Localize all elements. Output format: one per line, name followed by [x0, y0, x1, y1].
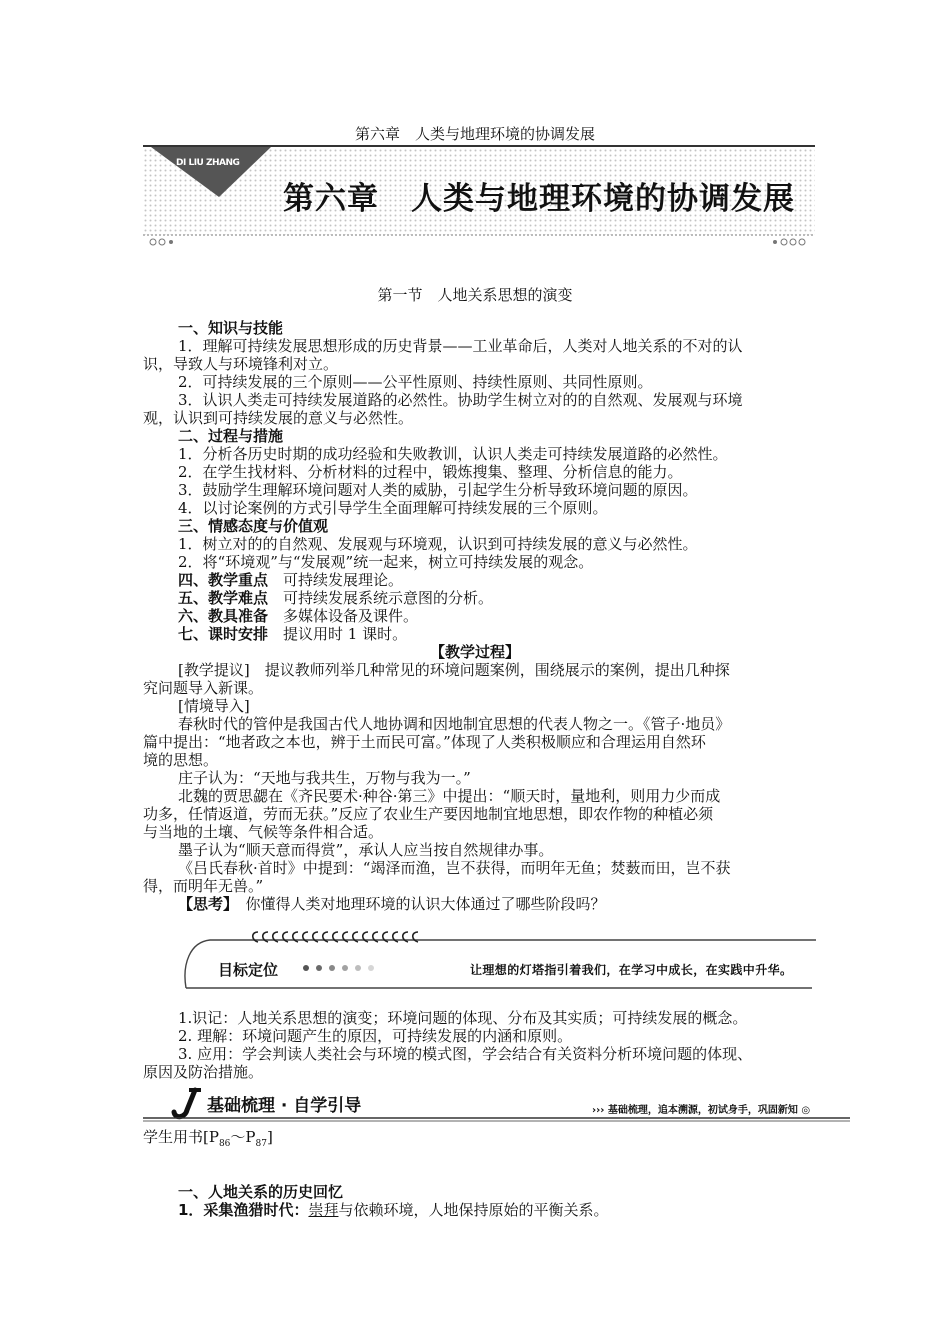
emotion-item-1: 1．树立对的的自然观、发展观与环境观，认识到可持续发展的意义与必然性。 [178, 535, 698, 553]
quote-jiasixie: 北魏的贾思勰在《齐民要术·种谷·第三》中提出：“顺天时，量地利，则用力少而成 [178, 787, 721, 805]
knowledge-item-1: 1．理解可持续发展思想形成的历史背景——工业革命后，人类对人地关系的不对的认 [178, 337, 743, 355]
quote-guanzi-cont-1: 篇中提出：“地者政之本也，辨于土而民可富。”体现了人类积极顺应和合理运用自然环 [143, 733, 706, 751]
key-points-row [178, 571, 403, 590]
quote-guanzi: 春秋时代的管仲是我国古代人地协调和因地制宜思想的代表人物之一。《管子·地员》 [178, 715, 731, 733]
think-label: 【思考】 [178, 895, 231, 913]
heading-emotion: 三、情感态度与价值观 [178, 517, 329, 535]
goal-slogan: 让理想的灯塔指引着我们，在学习中成长，在实践中升华。 [470, 963, 793, 977]
difficulty-row [178, 589, 493, 608]
suggestion-label: [教学提议] [178, 661, 250, 679]
knowledge-item-3: 3．认识人类走可持续发展道路的必然性。协助学生树立对的的自然观、发展观与环境 [178, 391, 743, 409]
ref-page-end: 87 [255, 1139, 267, 1149]
process-title: 【教学过程】 [429, 643, 520, 661]
knowledge-item-1-cont: 识，导致人与环境锋利对立。 [143, 355, 339, 373]
suggestion-row [178, 661, 730, 680]
quote-guanzi-cont-2: 境的思想。 [143, 751, 219, 769]
quote-jiasixie-cont-2: 与当地的土壤、气候等条件相合适。 [143, 823, 384, 841]
section-title: 第一节 人地关系思想的演变 [377, 286, 573, 304]
heading-knowledge: 一、知识与技能 [178, 319, 284, 337]
emotion-item-2: 2．将“环境观”与“发展观”统一起来，树立可持续发展的观念。 [178, 553, 594, 571]
heading-schedule: 七、课时安排 [178, 625, 269, 643]
basics-title: 基础梳理 · 自学引导 [207, 1096, 362, 1116]
intro-label: [情境导入] [178, 697, 250, 715]
blank-answer: 崇拜 [308, 1201, 339, 1219]
history-item-1-text: 与依赖环境，人地保持原始的平衡关系。 [338, 1201, 609, 1219]
knowledge-item-3-cont: 观，认识到可持续发展的意义与必然性。 [143, 409, 414, 427]
ref-mid: ～P [230, 1128, 256, 1146]
process-item-2: 2．在学生找材料、分析材料的过程中，锻炼搜集、整理、分析信息的能力。 [178, 463, 683, 481]
basics-subtitle: ››› 基础梳理，追本溯源，初试身手，巩固新知 ◎ [592, 1105, 811, 1116]
schedule-value: 提议用时 1 课时。 [283, 625, 408, 643]
history-item-1-label: 1．采集渔猎时代： [178, 1201, 309, 1219]
think-row [178, 895, 606, 914]
process-item-1: 1．分析各历史时期的成功经验和失败教训，认识人类走可持续发展道路的必然性。 [178, 445, 728, 463]
schedule-row [178, 625, 407, 644]
goal-item-3-cont: 原因及防治措施。 [143, 1063, 264, 1081]
difficulty-value: 可持续发展系统示意图的分析。 [283, 589, 494, 607]
process-item-4: 4．以讨论案例的方式引导学生全面理解可持续发展的三个原则。 [178, 499, 608, 517]
knowledge-item-2: 2．可持续发展的三个原则——公平性原则、持续性原则、共同性原则。 [178, 373, 653, 391]
ref-page-start: 86 [218, 1139, 231, 1149]
tools-row [178, 607, 418, 626]
quote-jiasixie-cont-1: 功多，任情返道，劳而无获。”反应了农业生产要因地制宜地思想，即农作物的种植必须 [143, 805, 714, 823]
quote-mozi: 墨子认为“顺天意而得赏”，承认人应当按自然规律办事。 [178, 841, 554, 859]
goal-item-1: 1.识记：人地关系思想的演变；环境问题的体现、分布及其实质；可持续发展的概念。 [178, 1009, 748, 1027]
heading-process: 二、过程与措施 [178, 427, 284, 445]
heading-difficulty: 五、教学难点 [178, 589, 269, 607]
heading-history: 一、人地关系的历史回忆 [178, 1183, 344, 1201]
think-question: 你懂得人类对地理环境的认识大体通过了哪些阶段吗？ [245, 895, 606, 913]
student-book-ref [143, 1128, 273, 1154]
heading-tools: 六、教具准备 [178, 607, 269, 625]
goal-item-3: 3. 应用：学会判读人类社会与环境的模式图，学会结合有关资料分析环境问题的体现、 [178, 1045, 753, 1063]
quote-lvshi: 《吕氏春秋·首时》中提到：“竭泽而渔，岂不获得，而明年无鱼；焚薮而田，岂不获 [178, 859, 731, 877]
suggestion-text-cont: 究问题导入新课。 [143, 679, 264, 697]
ref-suffix: ] [266, 1128, 273, 1146]
suggestion-text: 提议教师列举几种常见的环境问题案例，围绕展示的案例，提出几种探 [264, 661, 730, 679]
goal-item-2: 2. 理解：环境问题产生的原因，可持续发展的内涵和原则。 [178, 1027, 573, 1045]
chapter-title: 第六章 人类与地理环境的协调发展 [283, 181, 795, 217]
goal-label: 目标定位 [218, 961, 279, 979]
key-points-value: 可持续发展理论。 [283, 571, 404, 589]
ref-prefix: 学生用书[P [143, 1128, 219, 1146]
quote-lvshi-cont: 得，而明年无兽。” [143, 877, 264, 895]
quote-zhuangzi: 庄子认为：“天地与我共生，万物与我为一。” [178, 769, 471, 787]
banner-tag: DI LIU ZHANG [176, 158, 240, 168]
history-item-1 [178, 1201, 608, 1220]
running-header: 第六章 人类与地理环境的协调发展 [354, 125, 595, 143]
tools-value: 多媒体设备及课件。 [283, 607, 419, 625]
heading-key-points: 四、教学重点 [178, 571, 269, 589]
process-item-3: 3．鼓励学生理解环境问题对人类的威胁，引起学生分析导致环境问题的原因。 [178, 481, 698, 499]
